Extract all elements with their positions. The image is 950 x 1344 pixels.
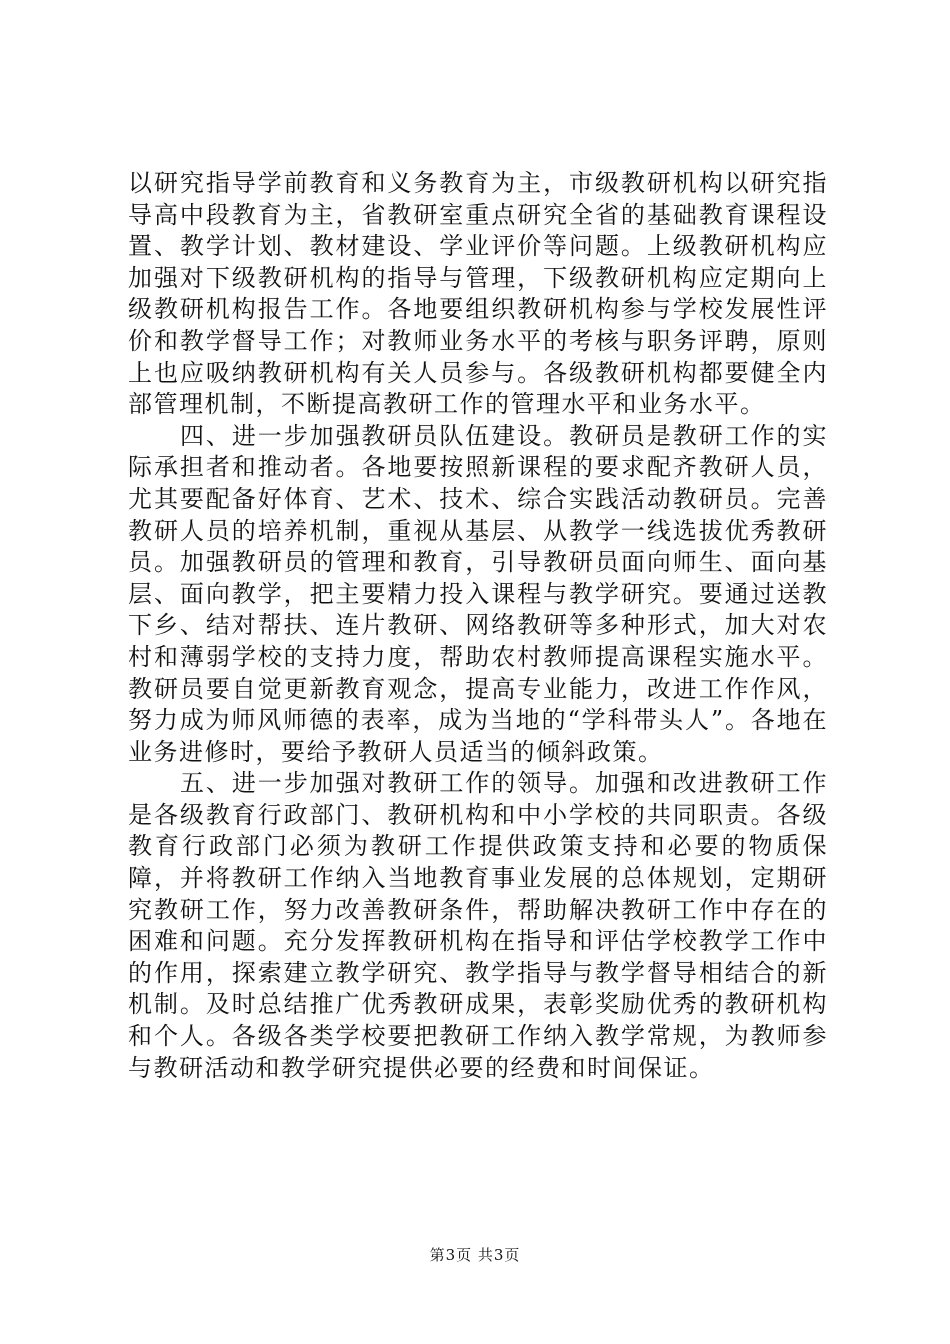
paragraph-2: 四、进一步加强教研员队伍建设。教研员是教研工作的实际承担者和推动者。各地要按照新课程的要求配齐教研人员，尤其要配备好体育、艺术、技术、综合实践活动教研员。完善教研人员的培养机制，重视从基层、从教学一线选拔优秀教研员。加强教研员的管理和教育，引导教研员面向师生、面向基层、面向教学，把主要精力投入课程与教学研究。要通过送教下乡、结对帮扶、连片教研、网络教研等多种形式，加大对农村和薄弱学校的支持力度，帮助农村教师提高课程实施水平。教研员要自觉更新教育观念，提高专业能力，改进工作作风，努力成为师风师德的表率，成为当地的“学科带头人”。各地在业务进修时，要给予教研人员适当的倾斜政策。 (128, 421, 828, 766)
page-number-footer: 第3页 共3页 (429, 1246, 521, 1264)
paragraph-1: 以研究指导学前教育和义务教育为主，市级教研机构以研究指导高中段教育为主，省教研室重点研究全省的基础教育课程设置、教学计划、教材建设、学业评价等问题。上级教研机构应加强对下级教研机构的指导与管理，下级教研机构应定期向上级教研机构报告工作。各地要组织教研机构参与学校发展性评价和教学督导工作；对教师业务水平的考核与职务评聘，原则上也应吸纳教研机构有关人员参与。各级教研机构都要健全内部管理机制，不断提高教研工作的管理水平和业务水平。 (128, 169, 828, 419)
document-body (128, 168, 828, 1084)
paragraph-3: 五、进一步加强对教研工作的领导。加强和改进教研工作是各级教育行政部门、教研机构和中小学校的共同职责。各级教育行政部门必须为教研工作提供政策支持和必要的物质保障，并将教研工作纳入当地教育事业发展的总体规划，定期研究教研工作，努力改善教研条件，帮助解决教研工作中存在的困难和问题。充分发挥教研机构在指导和评估学校教学工作中的作用，探索建立教学研究、教学指导与教学督导相结合的新机制。及时总结推广优秀教研成果，表彰奖励优秀的教研机构和个人。各级各类学校要把教研工作纳入教学常规，为教师参与教研活动和教学研究提供必要的经费和时间保证。 (128, 769, 828, 1082)
